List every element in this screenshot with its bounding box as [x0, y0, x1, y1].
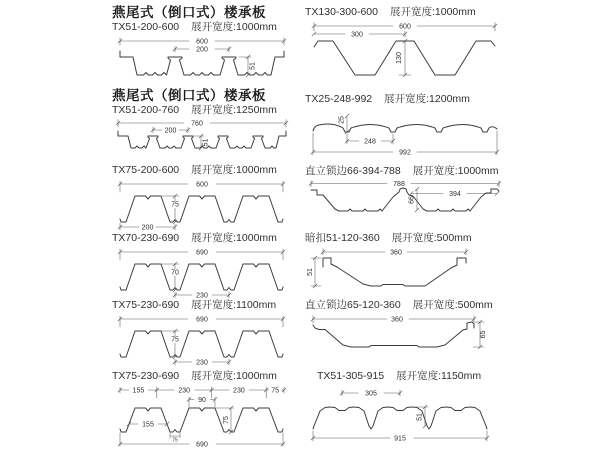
profile-drawing-tx75-200-600 — [112, 178, 292, 232]
coil-width-label: 展开宽度:500mm — [391, 232, 472, 244]
coil-width-label: 展开宽度:1000mm — [191, 21, 277, 33]
coil-width-label: 展开宽度:1000mm — [389, 6, 476, 18]
profile-drawing-tx70-230-690 — [112, 246, 292, 300]
model-line — [112, 298, 298, 312]
section-tx51-305-915 — [305, 369, 517, 448]
profile-drawing-dovetail-760 — [112, 118, 292, 162]
model-code: 直立锁边65-120-360 — [305, 299, 401, 311]
dim-label-seg3: 230 — [233, 387, 245, 395]
model-line — [112, 163, 298, 177]
dim-label-height: 65 — [480, 330, 487, 339]
model-line — [112, 369, 298, 383]
dim-label-height: 51 — [416, 413, 424, 421]
dimension-lines — [118, 387, 286, 446]
dim-label-height: 75 — [223, 416, 230, 424]
dim-label-pitch: 230 — [196, 292, 208, 300]
coil-width-label: 展开宽度:1150mm — [396, 370, 482, 382]
dim-label-overall: 600 — [196, 181, 208, 189]
model-line — [305, 164, 517, 178]
model-line — [112, 103, 298, 117]
coil-width-label: 展开宽度:1000mm — [191, 232, 277, 244]
model-code: TX75-230-690 — [112, 370, 180, 382]
model-code: TX51-200-760 — [112, 104, 180, 116]
section-tx25-248-992 — [305, 92, 517, 159]
profile-drawing-concealed-clip-360 — [305, 246, 485, 298]
section-dovetail-760 — [112, 88, 298, 162]
dim-label-overall: 690 — [196, 249, 208, 257]
profile-path — [314, 41, 495, 75]
dim-label-crest-base: 155 — [142, 421, 154, 429]
dim-label-height: 130 — [396, 52, 403, 64]
section-standing-seam-65-120-360 — [305, 298, 517, 361]
dim-label-pitch: 200 — [141, 224, 154, 232]
dim-label-height: 66 — [408, 196, 416, 204]
dim-label-overall: 992 — [399, 149, 411, 157]
dim-label-overall: 690 — [196, 316, 208, 324]
section-header: 燕尾式（倒口式）楼承板 — [112, 88, 266, 103]
model-line — [305, 5, 517, 19]
dim-label-height: 75 — [171, 336, 179, 344]
dim-label-overall: 360 — [391, 316, 403, 324]
dim-label-overall: 600 — [399, 23, 411, 31]
model-code: TX75-230-690 — [112, 299, 180, 311]
dim-label-pitch: 300 — [351, 31, 363, 39]
profile-drawing-tx75-230-690-w1000 — [112, 384, 292, 448]
dim-label-height: 75 — [171, 201, 179, 209]
profile-drawing-tx130-300-600 — [305, 20, 505, 82]
model-line — [112, 231, 298, 245]
coil-width-label: 展开宽度:1000mm — [191, 164, 277, 176]
profile-path — [313, 124, 497, 132]
model-line — [112, 20, 298, 34]
dim-label-overall: 360 — [390, 249, 402, 257]
profile-path — [120, 331, 283, 357]
dim-label-seg1: 155 — [132, 387, 145, 395]
model-code: TX70-230-690 — [112, 232, 180, 244]
model-line — [305, 369, 517, 383]
section-tx70-230-690 — [112, 231, 298, 300]
coil-width-label: 展开宽度:1000mm — [191, 370, 277, 382]
dim-label-pitch: 200 — [164, 127, 177, 135]
profile-path — [120, 51, 284, 75]
dim-label-seg2: 230 — [178, 387, 191, 395]
dim-label-height: 51 — [202, 138, 210, 147]
profile-drawing-dovetail-600 — [112, 35, 292, 85]
dimension-lines — [309, 181, 501, 213]
dim-label-seg4: 75 — [271, 387, 279, 395]
section-concealed-clip-51-120-360 — [305, 231, 517, 298]
profile-drawing-tx51-305-915 — [305, 384, 495, 448]
model-line — [305, 231, 517, 245]
section-tx75-230-690-w1100 — [112, 298, 298, 367]
dim-label-height: 51 — [249, 62, 257, 70]
profile-drawing-tx25-248-992 — [305, 107, 505, 159]
dim-label-pitch: 248 — [364, 138, 376, 146]
section-tx75-200-600 — [112, 163, 298, 232]
profile-path — [120, 264, 283, 290]
dimension-lines — [312, 23, 497, 78]
section-header: 燕尾式（倒口式）楼承板 — [112, 5, 266, 20]
model-code: TX25-248-992 — [305, 93, 373, 105]
section-tx130-300-600 — [305, 5, 517, 82]
dim-label-overall: 690 — [196, 441, 208, 448]
coil-width-label: 展开宽度:1200mm — [384, 93, 470, 105]
dim-label-overall: 760 — [191, 120, 203, 128]
dim-label-pitch: 200 — [196, 46, 208, 54]
profile-path — [313, 407, 487, 429]
dim-label-valley: 75 — [172, 437, 178, 444]
profile-drawing-standing-seam-788 — [305, 179, 505, 225]
model-code: 直立锁边66-394-788 — [305, 165, 401, 177]
model-code: 暗扣51-120-360 — [305, 232, 380, 244]
coil-width-label: 展开宽度:1100mm — [191, 299, 277, 311]
coil-width-label: 展开宽度:1000mm — [412, 165, 499, 177]
profile-drawing-standing-seam-360 — [305, 313, 489, 361]
profile-path — [323, 258, 466, 286]
coil-width-label: 展开宽度:1250mm — [191, 104, 277, 116]
profile-path — [313, 322, 474, 347]
dimension-lines — [311, 390, 489, 441]
model-code: TX75-200-600 — [112, 164, 180, 176]
dim-label-height: 51 — [307, 268, 314, 276]
model-code: TX51-305-915 — [317, 370, 385, 382]
dim-label-pitch: 305 — [365, 390, 377, 398]
section-tx75-230-690-w1000 — [112, 369, 298, 448]
coil-width-label: 展开宽度:500mm — [412, 299, 493, 311]
profile-path — [120, 196, 283, 222]
profile-path — [311, 188, 499, 211]
dim-label-crest-top: 90 — [198, 397, 206, 404]
dim-label-pitch: 230 — [196, 359, 208, 367]
dim-label-pitch: 394 — [449, 191, 461, 198]
dim-label-height: 70 — [171, 269, 179, 277]
model-code: TX51-200-600 — [112, 21, 180, 33]
dim-label-overall: 788 — [393, 181, 405, 188]
model-code: TX130-300-600 — [305, 6, 378, 18]
section-dovetail-600 — [112, 5, 298, 85]
profile-drawing-tx75-230-690-w1100 — [112, 313, 292, 367]
dim-label-overall: 600 — [196, 38, 208, 46]
section-standing-seam-66-394-788 — [305, 164, 517, 225]
dim-label-height: 25 — [338, 116, 346, 124]
dim-label-overall: 915 — [394, 435, 406, 443]
model-line — [305, 298, 517, 312]
model-line — [305, 92, 517, 106]
